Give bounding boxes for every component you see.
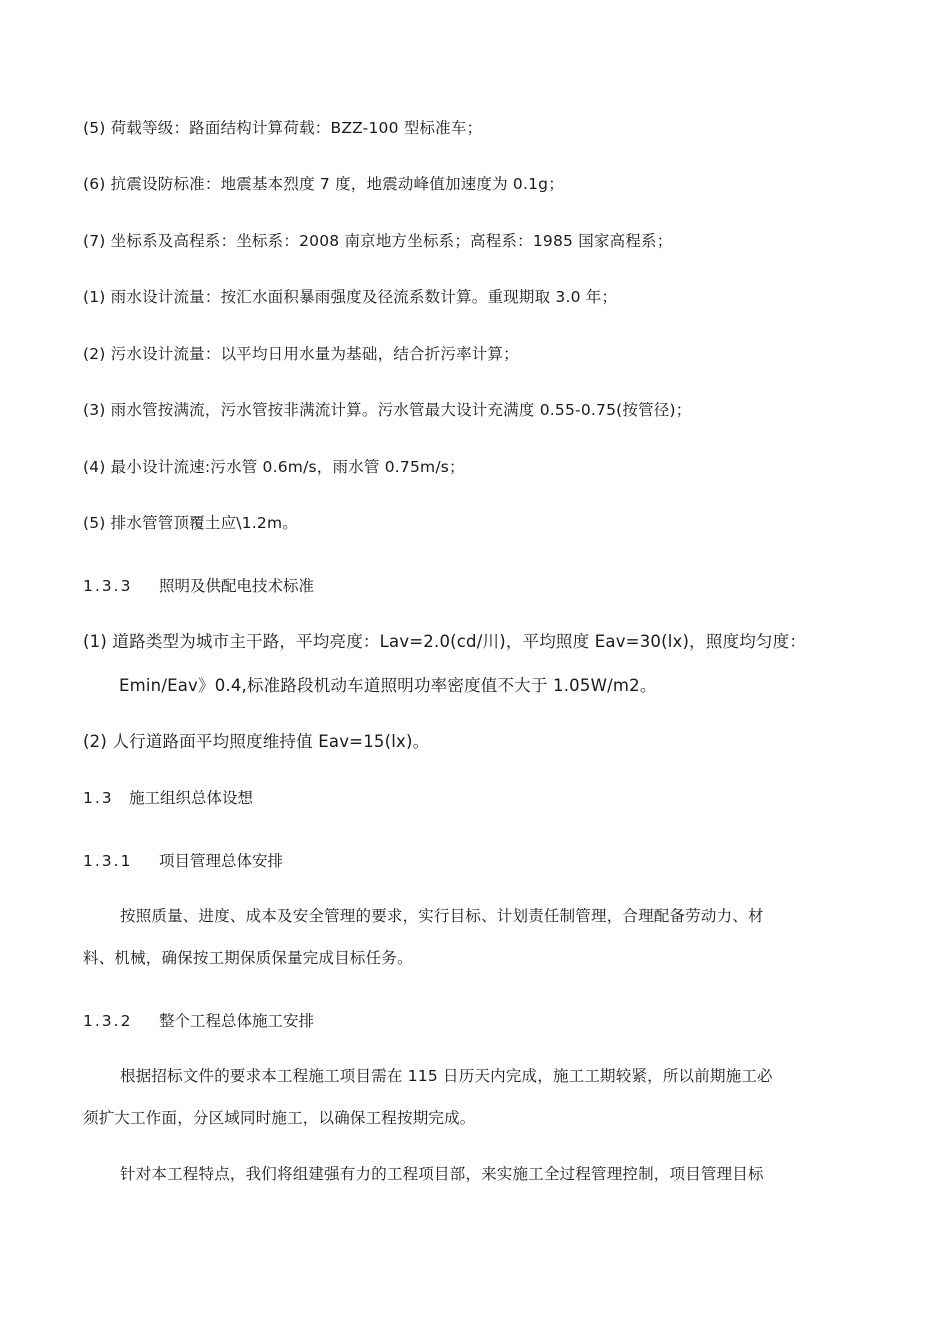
drainage-standard-4: (4) 最小设计流速:污水管 0.6m/s，雨水管 0.75m/s； bbox=[83, 458, 465, 476]
design-standard-7: (7) 坐标系及高程系：坐标系：2008 南京地方坐标系；高程系：1985 国家高程系； bbox=[83, 232, 673, 250]
design-standard-5: (5) 荷载等级：路面结构计算荷载：BZZ-100 型标准车； bbox=[83, 119, 483, 137]
drainage-standard-3: (3) 雨水管按满流，污水管按非满流计算。污水管最大设计充满度 0.55-0.75(按管径)； bbox=[83, 401, 692, 419]
lighting-item-2: (2) 人行道路面平均照度维持值 Eav=15(lx)。 bbox=[83, 732, 430, 751]
design-standard-6: (6) 抗震设防标准：地震基本烈度 7 度，地震动峰值加速度为 0.1g； bbox=[83, 175, 564, 193]
section-number: 1.3.3 bbox=[83, 577, 133, 595]
section-heading-1-3-1 bbox=[83, 851, 284, 871]
section-heading-1-3-3 bbox=[83, 576, 315, 596]
paragraph-1-3-2-b-line-1: 针对本工程特点，我们将组建强有力的工程项目部，来实施工全过程管理控制，项目管理目标 bbox=[120, 1165, 764, 1183]
section-title: 照明及供配电技术标准 bbox=[159, 577, 315, 595]
section-heading-1-3 bbox=[83, 788, 254, 808]
paragraph-1-3-2-a-line-2: 须扩大工作面，分区域同时施工，以确保工程按期完成。 bbox=[83, 1109, 476, 1127]
section-title: 施工组织总体设想 bbox=[129, 789, 254, 807]
lighting-item-1-line-1: (1) 道路类型为城市主干路，平均亮度：Lav=2.0(cd/川)，平均照度 Eav=30(lx)，照度均匀度： bbox=[83, 632, 807, 651]
section-number: 1.3.1 bbox=[83, 852, 133, 870]
section-heading-1-3-2 bbox=[83, 1011, 315, 1031]
section-title: 整个工程总体施工安排 bbox=[159, 1012, 315, 1030]
lighting-item-1-line-2: Emin/Eav》0.4,标准路段机动车道照明功率密度值不大于 1.05W/m2。 bbox=[119, 676, 657, 695]
section-number: 1.3.2 bbox=[83, 1012, 133, 1030]
drainage-standard-2: (2) 污水设计流量：以平均日用水量为基础，结合折污率计算； bbox=[83, 345, 519, 363]
section-number: 1.3 bbox=[83, 789, 114, 807]
paragraph-1-3-2-a-line-1: 根据招标文件的要求本工程施工项目需在 115 日历天内完成，施工工期较紧，所以前期施工必 bbox=[120, 1067, 773, 1085]
paragraph-1-3-1-line-2: 料、机械，确保按工期保质保量完成目标任务。 bbox=[83, 949, 413, 967]
section-title: 项目管理总体安排 bbox=[159, 852, 284, 870]
drainage-standard-1: (1) 雨水设计流量：按汇水面积暴雨强度及径流系数计算。重现期取 3.0 年； bbox=[83, 288, 618, 306]
paragraph-1-3-1-line-1: 按照质量、进度、成本及安全管理的要求，实行目标、计划责任制管理，合理配备劳动力、材 bbox=[120, 907, 764, 925]
drainage-standard-5: (5) 排水管管顶覆土应\1.2m。 bbox=[83, 514, 298, 532]
